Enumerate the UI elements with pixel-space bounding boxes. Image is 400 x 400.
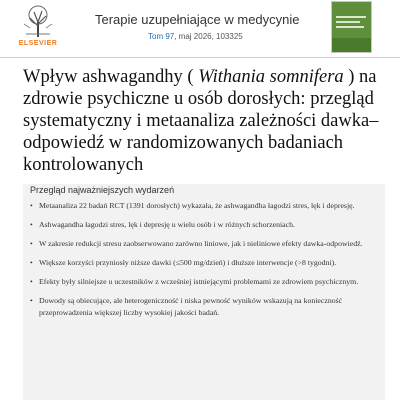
highlight-item [23,219,385,231]
article-title [23,66,395,176]
bullet-icon: • [30,277,33,286]
title-part-2: ) na zdrowie psychiczne u osób dorosłych: przegląd systematyczny i metaanaliza zależności dawka–odpowiedź w randomizowanych badaniach kontrolowanych [23,67,379,175]
header-divider [0,57,400,58]
journal-title[interactable]: Terapie uzupełniające w medycynie [95,12,300,27]
elsevier-logo[interactable] [14,4,62,50]
highlights-heading: Przegląd najważniejszych wydarzeń [30,185,175,195]
highlight-item [23,200,385,212]
title-part-1: Wpływ ashwagandhy ( [23,67,199,87]
title-scientific-name: Withania somnifera [198,67,344,87]
highlight-text: Ashwagandha łagodzi stres, lęk i depresję u wielu osób i w różnych schorzeniach. [39,220,295,229]
bullet-icon: • [30,239,33,248]
highlight-item [23,295,385,319]
journal-cover-thumbnail[interactable] [331,1,372,53]
journal-issue-info [148,32,243,41]
highlights-box [23,184,385,400]
highlight-item [23,276,385,288]
highlight-text: Metaanaliza 22 badań RCT (1391 dorosłych) wykazała, że ashwagandha łagodzi stres, lęk i depresję. [39,201,355,210]
bullet-icon: • [30,201,33,210]
bullet-icon: • [30,296,33,305]
issue-details: , maj 2026, 103325 [174,32,243,41]
journal-header [0,0,400,55]
bullet-icon: • [30,220,33,229]
volume-link[interactable]: Tom 97 [148,32,175,41]
highlight-item [23,238,385,250]
highlight-text: Większe korzyści przyniosły niższe dawki (≤500 mg/dzień) i dłuższe interwencje (>8 tygodni). [39,258,337,267]
highlights-list [23,200,385,319]
tree-icon [20,4,56,38]
logo-wordmark: ELSEVIER [18,40,58,47]
highlight-text: W zakresie redukcji stresu zaobserwowano zarówno liniowe, jak i nieliniowe efekty dawka-odpowiedź. [39,239,363,248]
highlight-text: Efekty były silniejsze u uczestników z wcześniej istniejącymi problemami ze zdrowiem psychicznym. [39,277,359,286]
bullet-icon: • [30,258,33,267]
highlight-text: Dowody są obiecujące, ale heterogeniczność i niska pewność wyników wskazują na konieczność przeprowadzenia większej liczby wysokiej jakości badań. [39,296,343,317]
highlight-item [23,257,385,269]
